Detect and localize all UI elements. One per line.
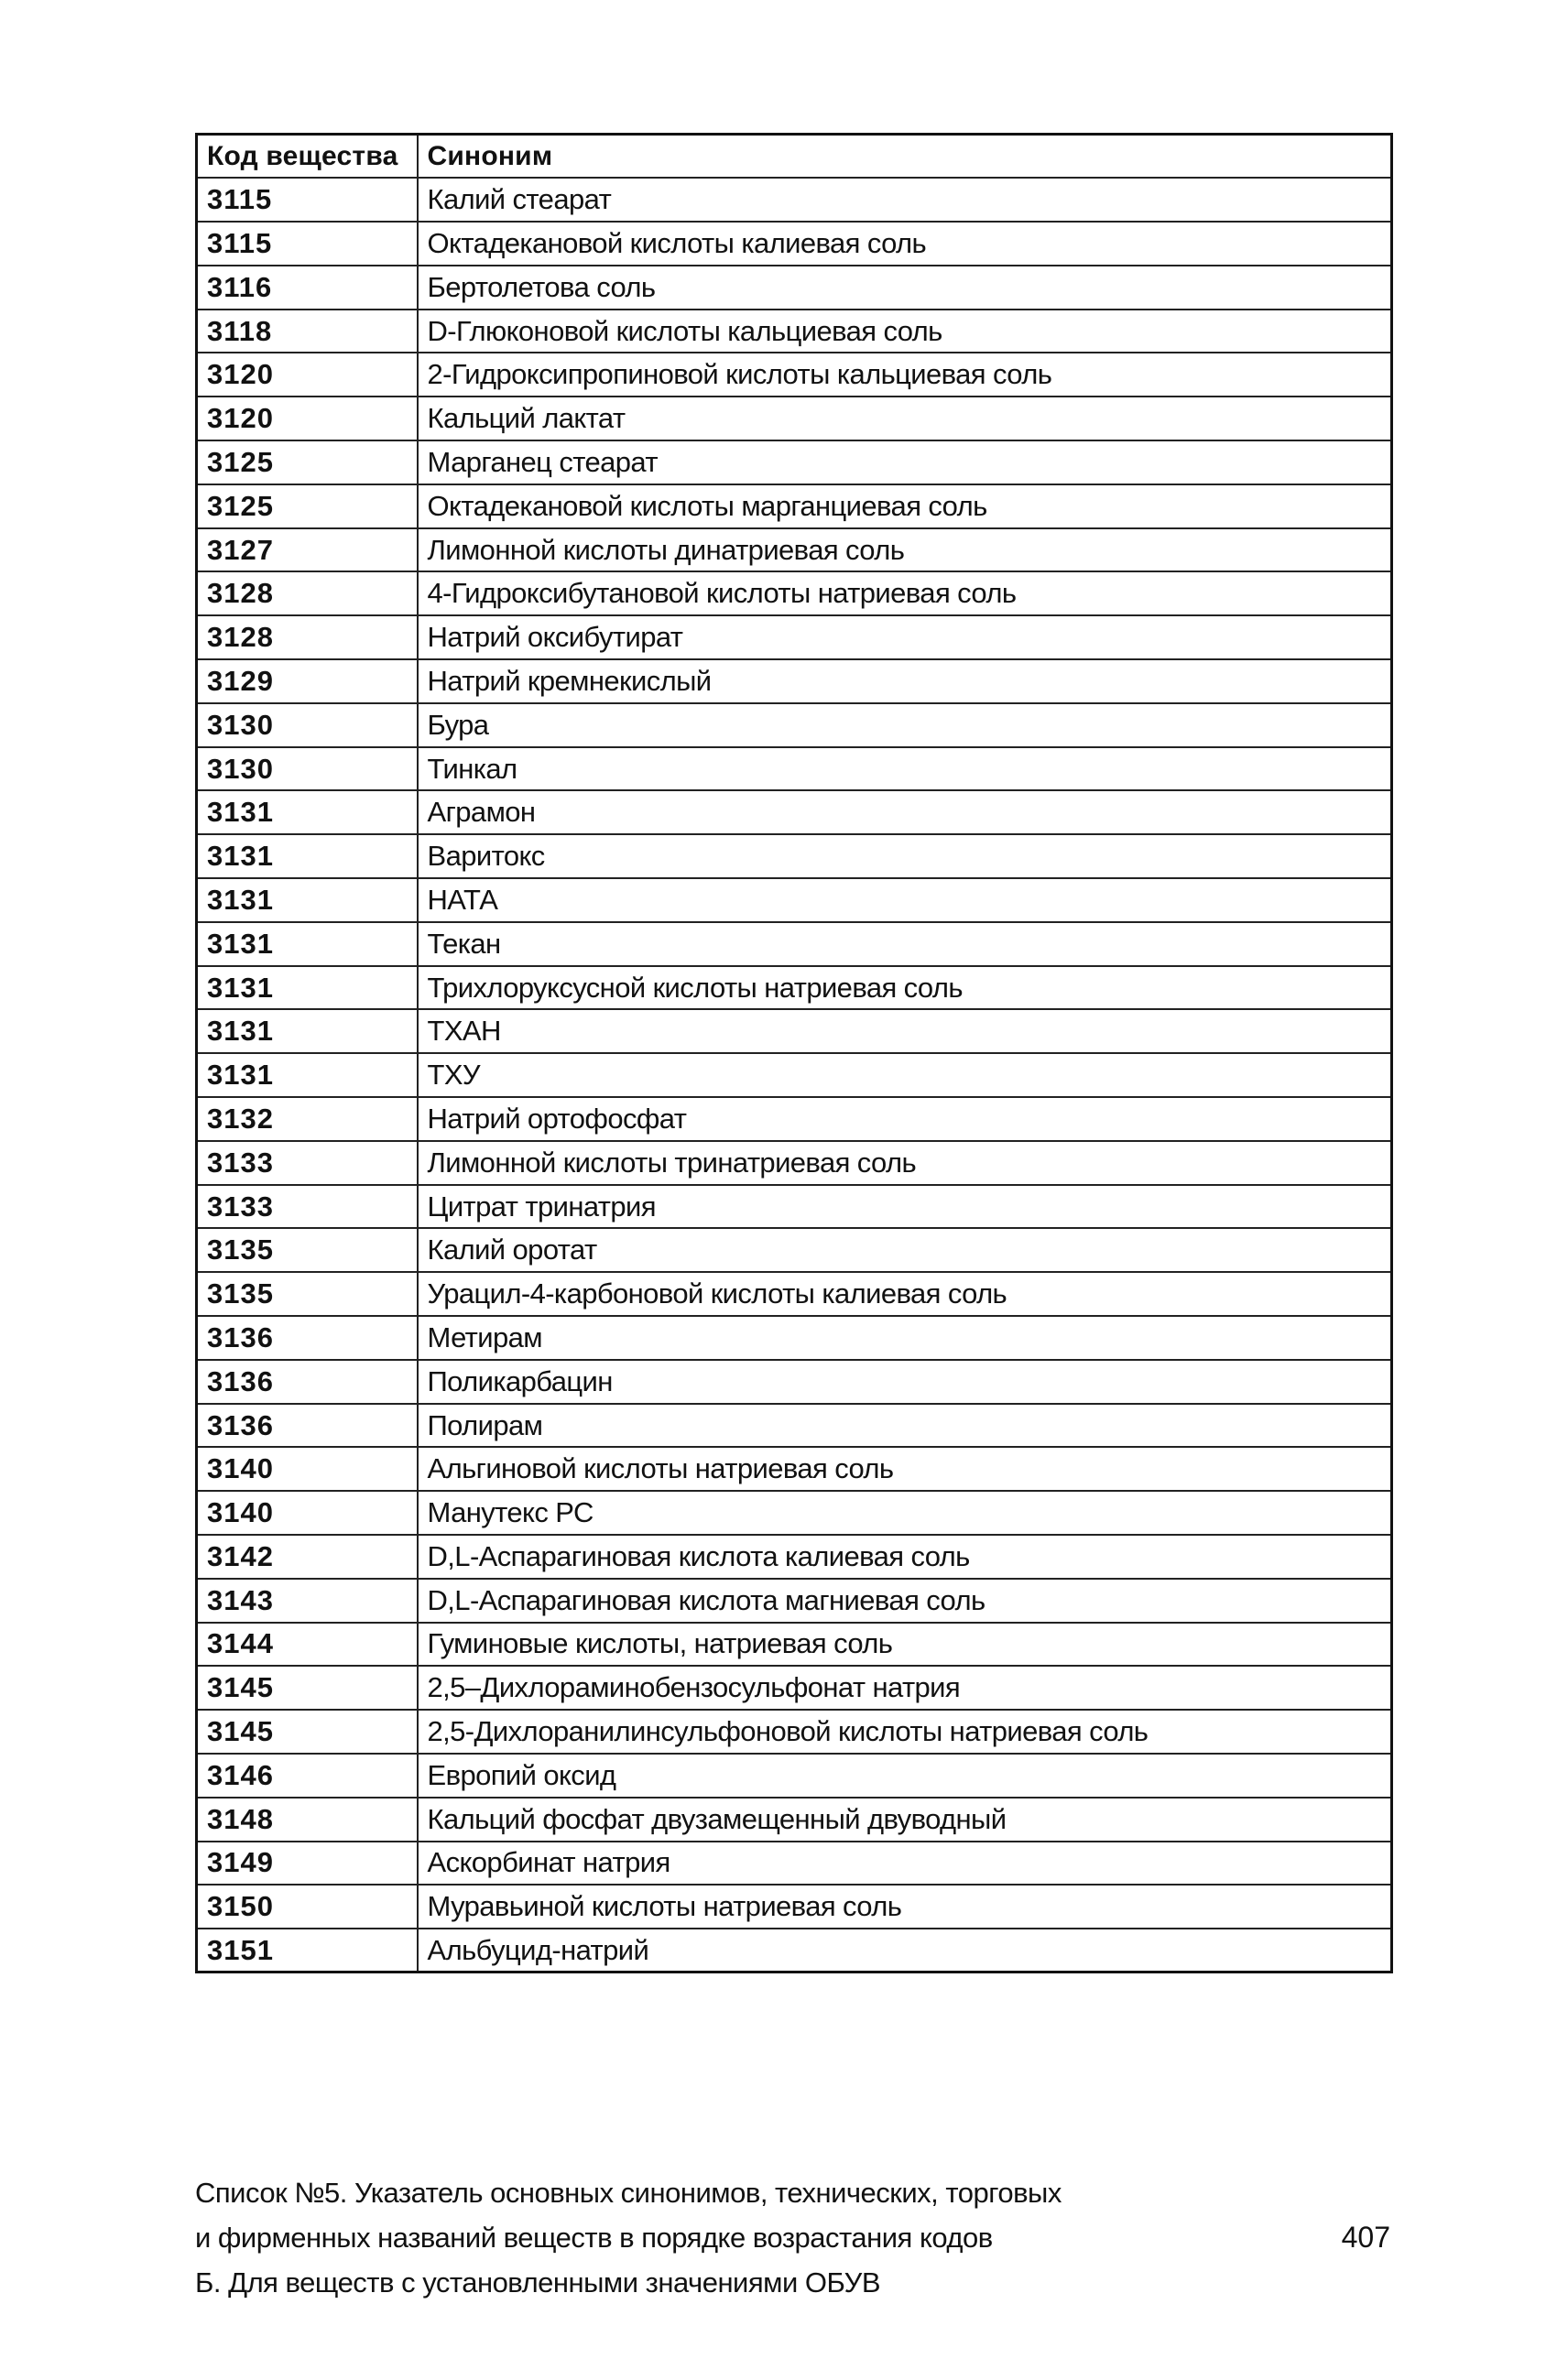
- substance-code-cell: 3145: [197, 1710, 418, 1754]
- synonym-cell: Натрий кремнекислый: [418, 659, 1392, 703]
- table-row: [197, 659, 1392, 703]
- substance-code-cell: 3130: [197, 703, 418, 747]
- synonym-cell: 2-Гидроксипропиновой кислоты кальциевая соль: [418, 353, 1392, 397]
- table-row: [197, 1842, 1392, 1886]
- substance-code-cell: 3120: [197, 353, 418, 397]
- synonym-cell: Трихлоруксусной кислоты натриевая соль: [418, 966, 1392, 1010]
- synonym-cell: Бертолетова соль: [418, 266, 1392, 310]
- synonym-cell: Лимонной кислоты динатриевая соль: [418, 528, 1392, 572]
- synonym-cell: Лимонной кислоты тринатриевая соль: [418, 1141, 1392, 1185]
- caption-line: Список №5. Указатель основных синонимов, технических, торговых: [195, 2177, 1062, 2209]
- synonym-cell: Цитрат тринатрия: [418, 1185, 1392, 1229]
- table-row: [197, 1447, 1392, 1491]
- synonym-cell: Метирам: [418, 1316, 1392, 1360]
- synonym-cell: Натрий оксибутират: [418, 615, 1392, 659]
- table-row: [197, 747, 1392, 791]
- table-row: [197, 1535, 1392, 1579]
- table-row: [197, 397, 1392, 440]
- table-row: [197, 966, 1392, 1010]
- substance-code-cell: 3131: [197, 922, 418, 966]
- substance-code-cell: 3127: [197, 528, 418, 572]
- substance-code-cell: 3118: [197, 310, 418, 353]
- table-row: [197, 1885, 1392, 1929]
- substance-code-cell: 3148: [197, 1798, 418, 1842]
- synonym-cell: ТХАН: [418, 1009, 1392, 1053]
- synonym-cell: Бура: [418, 703, 1392, 747]
- table-row: [197, 1360, 1392, 1404]
- synonym-cell: Калий оротат: [418, 1228, 1392, 1272]
- synonym-cell: Манутекс РС: [418, 1491, 1392, 1535]
- table-row: [197, 878, 1392, 922]
- table-row: [197, 1316, 1392, 1360]
- synonym-cell: Кальций фосфат двузамещенный двуводный: [418, 1798, 1392, 1842]
- substance-code-cell: 3150: [197, 1885, 418, 1929]
- substance-code-cell: 3125: [197, 484, 418, 528]
- substance-code-cell: 3143: [197, 1579, 418, 1623]
- table-row: [197, 1272, 1392, 1316]
- table-row: [197, 922, 1392, 966]
- table-row: [197, 1141, 1392, 1185]
- substance-code-cell: 3131: [197, 1009, 418, 1053]
- substance-code-cell: 3131: [197, 1053, 418, 1097]
- substance-code-cell: 3133: [197, 1185, 418, 1229]
- substance-code-cell: 3129: [197, 659, 418, 703]
- synonym-cell: ТХУ: [418, 1053, 1392, 1097]
- synonym-cell: Октадекановой кислоты марганциевая соль: [418, 484, 1392, 528]
- column-header-code: Код вещества: [197, 135, 418, 179]
- substance-code-cell: 3136: [197, 1404, 418, 1448]
- substance-code-cell: 3135: [197, 1272, 418, 1316]
- list-caption: [195, 2170, 1111, 2305]
- table-row: [197, 440, 1392, 484]
- table-row: [197, 528, 1392, 572]
- substance-code-cell: 3142: [197, 1535, 418, 1579]
- synonym-cell: Натрий ортофосфат: [418, 1097, 1392, 1141]
- synonym-cell: НАТА: [418, 878, 1392, 922]
- substance-code-cell: 3135: [197, 1228, 418, 1272]
- substance-code-cell: 3120: [197, 397, 418, 440]
- substance-code-cell: 3115: [197, 222, 418, 266]
- substance-code-cell: 3132: [197, 1097, 418, 1141]
- synonym-cell: Октадекановой кислоты калиевая соль: [418, 222, 1392, 266]
- caption-line: Б. Для веществ с установленными значениями ОБУВ: [195, 2266, 881, 2298]
- substance-code-cell: 3131: [197, 966, 418, 1010]
- table-row: [197, 353, 1392, 397]
- synonym-cell: Калий стеарат: [418, 178, 1392, 222]
- caption-line: и фирменных названий веществ в порядке возрастания кодов: [195, 2222, 993, 2254]
- substance-code-cell: 3144: [197, 1623, 418, 1667]
- table-row: [197, 178, 1392, 222]
- table-row: [197, 1798, 1392, 1842]
- substance-code-cell: 3136: [197, 1360, 418, 1404]
- synonym-cell: Гуминовые кислоты, натриевая соль: [418, 1623, 1392, 1667]
- substance-code-cell: 3145: [197, 1666, 418, 1710]
- synonym-cell: Кальций лактат: [418, 397, 1392, 440]
- synonym-table-container: [195, 133, 1390, 1973]
- synonym-cell: 2,5-Дихлоранилинсульфоновой кислоты натриевая соль: [418, 1710, 1392, 1754]
- synonym-cell: Варитокс: [418, 834, 1392, 878]
- substance-code-cell: 3140: [197, 1447, 418, 1491]
- column-header-synonym: Синоним: [418, 135, 1392, 179]
- synonym-cell: Альбуцид-натрий: [418, 1929, 1392, 1972]
- synonym-cell: D,L-Аспарагиновая кислота магниевая соль: [418, 1579, 1392, 1623]
- table-row: [197, 1623, 1392, 1667]
- table-row: [197, 1710, 1392, 1754]
- table-row: [197, 790, 1392, 834]
- table-row: [197, 1491, 1392, 1535]
- synonym-cell: Текан: [418, 922, 1392, 966]
- synonym-cell: Урацил-4-карбоновой кислоты калиевая соль: [418, 1272, 1392, 1316]
- page-number: 407: [1341, 2221, 1390, 2254]
- table-row: [197, 703, 1392, 747]
- synonym-cell: Марганец стеарат: [418, 440, 1392, 484]
- substance-code-cell: 3131: [197, 878, 418, 922]
- synonym-cell: Тинкал: [418, 747, 1392, 791]
- table-row: [197, 222, 1392, 266]
- substance-code-cell: 3131: [197, 790, 418, 834]
- substance-code-cell: 3146: [197, 1754, 418, 1798]
- synonym-cell: Альгиновой кислоты натриевая соль: [418, 1447, 1392, 1491]
- table-row: [197, 1228, 1392, 1272]
- table-header-row: [197, 135, 1392, 179]
- table-row: [197, 266, 1392, 310]
- synonym-cell: Европий оксид: [418, 1754, 1392, 1798]
- table-body: [197, 178, 1392, 1972]
- table-row: [197, 1404, 1392, 1448]
- table-row: [197, 1579, 1392, 1623]
- substance-code-cell: 3151: [197, 1929, 418, 1972]
- synonym-table: [195, 133, 1393, 1973]
- synonym-cell: 4-Гидроксибутановой кислоты натриевая соль: [418, 571, 1392, 615]
- substance-code-cell: 3115: [197, 178, 418, 222]
- table-row: [197, 1185, 1392, 1229]
- substance-code-cell: 3133: [197, 1141, 418, 1185]
- table-row: [197, 1009, 1392, 1053]
- synonym-cell: Аграмон: [418, 790, 1392, 834]
- table-row: [197, 615, 1392, 659]
- table-row: [197, 1666, 1392, 1710]
- table-row: [197, 1929, 1392, 1972]
- synonym-cell: Аскорбинат натрия: [418, 1842, 1392, 1886]
- synonym-cell: Полирам: [418, 1404, 1392, 1448]
- synonym-cell: D,L-Аспарагиновая кислота калиевая соль: [418, 1535, 1392, 1579]
- substance-code-cell: 3128: [197, 571, 418, 615]
- synonym-cell: 2,5–Дихлораминобензосульфонат натрия: [418, 1666, 1392, 1710]
- substance-code-cell: 3128: [197, 615, 418, 659]
- table-row: [197, 834, 1392, 878]
- substance-code-cell: 3136: [197, 1316, 418, 1360]
- table-row: [197, 310, 1392, 353]
- table-row: [197, 1754, 1392, 1798]
- substance-code-cell: 3131: [197, 834, 418, 878]
- substance-code-cell: 3149: [197, 1842, 418, 1886]
- substance-code-cell: 3140: [197, 1491, 418, 1535]
- page-footer: [195, 2170, 1390, 2317]
- synonym-cell: D-Глюконовой кислоты кальциевая соль: [418, 310, 1392, 353]
- substance-code-cell: 3125: [197, 440, 418, 484]
- synonym-cell: Муравьиной кислоты натриевая соль: [418, 1885, 1392, 1929]
- table-row: [197, 1053, 1392, 1097]
- table-row: [197, 571, 1392, 615]
- substance-code-cell: 3116: [197, 266, 418, 310]
- table-row: [197, 1097, 1392, 1141]
- substance-code-cell: 3130: [197, 747, 418, 791]
- table-row: [197, 484, 1392, 528]
- synonym-cell: Поликарбацин: [418, 1360, 1392, 1404]
